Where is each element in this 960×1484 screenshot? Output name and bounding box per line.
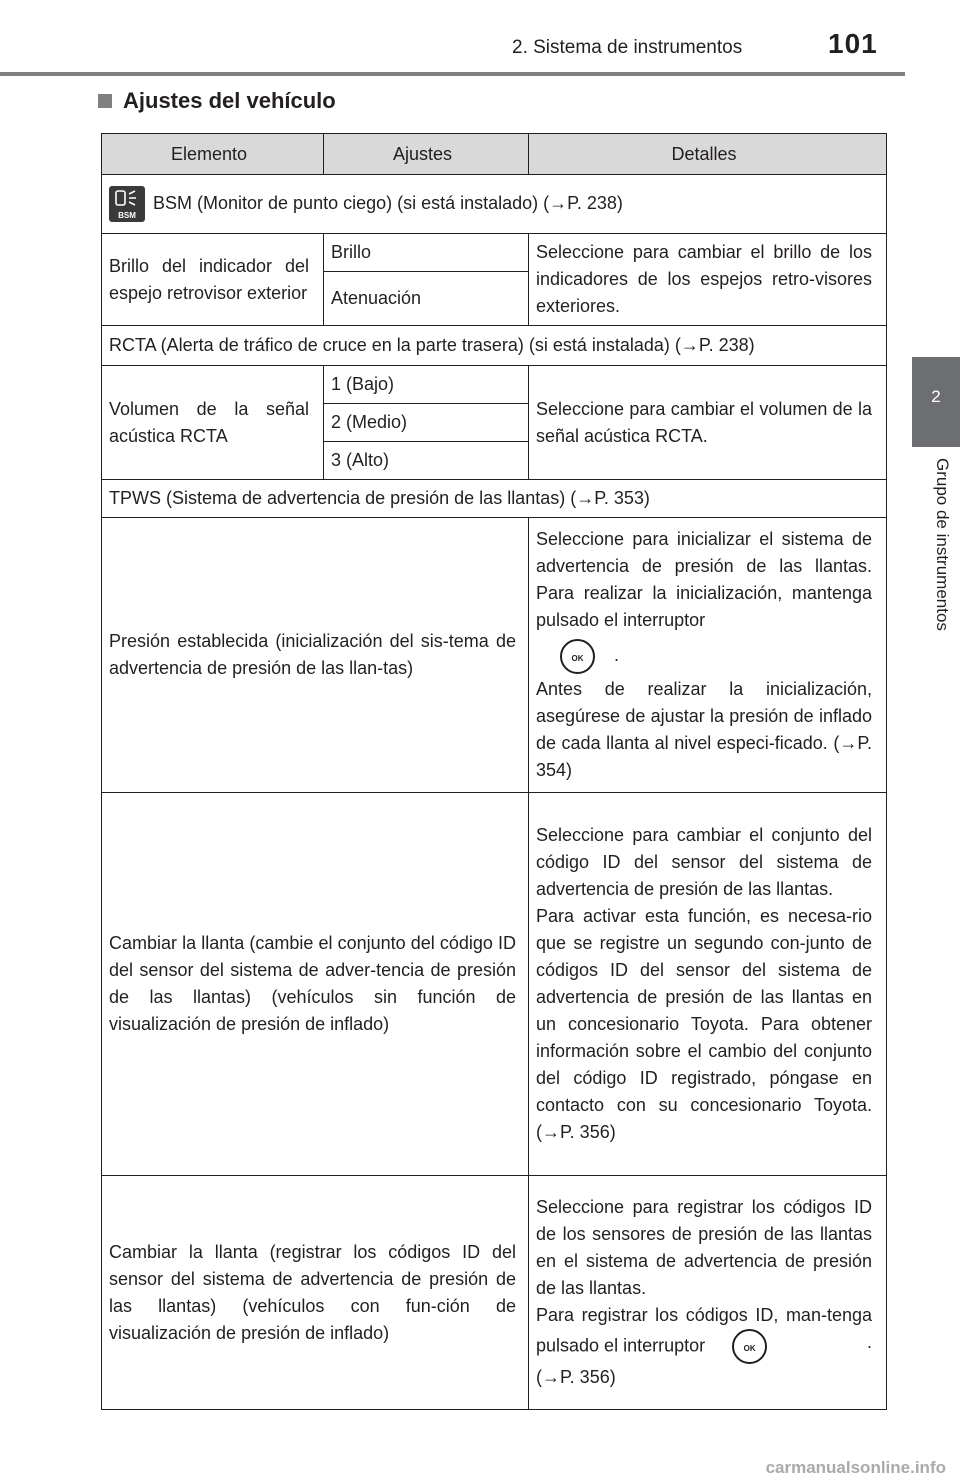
register-detail-note xyxy=(536,1302,872,1364)
setting-brillo: Brillo xyxy=(324,234,529,272)
ok-button-icon: OK xyxy=(732,1329,767,1364)
register-detail-text: Seleccione para registrar los códigos ID de los sensores de presión de las llantas en el sistema de advertencia de presión de las llantas. xyxy=(536,1197,872,1298)
pressure-detail-period: . xyxy=(614,645,620,666)
rcta-title: RCTA (Alerta de tráfico de cruce en la parte trasera) (si está instalada) (→P. 238) xyxy=(102,326,887,366)
header-rule xyxy=(0,72,905,76)
header-elemento: Elemento xyxy=(102,134,324,175)
bsm-title-row xyxy=(102,175,887,234)
setting-atenuacion: Atenuación xyxy=(324,272,529,326)
register-detail-instruction: Para registrar los códigos ID, man-tenga pulsado el interruptor xyxy=(536,1305,872,1356)
page-number: 101 xyxy=(828,28,878,59)
mirror-brightness-detail: Seleccione para cambiar el brillo de los indicadores de los espejos retro-visores exteriores. xyxy=(529,234,887,326)
chapter-tab: 2 xyxy=(912,357,960,447)
ok-button-icon: OK xyxy=(560,639,595,674)
bsm-title-cell xyxy=(102,175,887,234)
chapter-tab-label: Grupo de instrumentos xyxy=(933,458,952,631)
tpws-title: TPWS (Sistema de advertencia de presión de las llantas) (→P. 353) xyxy=(102,480,887,518)
table-row xyxy=(102,1176,887,1410)
table-header-row xyxy=(102,134,887,175)
table-row xyxy=(102,234,887,272)
change-tire-item: Cambiar la llanta (cambie el conjunto del código ID del sensor del sistema de adver-tencia de presión de las llantas) (vehículos sin función de visualización de presión de inflado) xyxy=(102,793,529,1176)
register-ids-detail xyxy=(529,1176,887,1410)
settings-table xyxy=(101,133,887,1410)
rcta-volume-item: Volumen de la señal acústica RCTA xyxy=(102,366,324,480)
header-detalles: Detalles xyxy=(529,134,887,175)
section-heading xyxy=(98,88,336,114)
table-row xyxy=(102,793,887,1176)
setting-alto: 3 (Alto) xyxy=(324,442,529,480)
change-detail-text: Seleccione para cambiar el conjunto del código ID del sensor del sistema de advertencia de presión de las llantas. xyxy=(536,825,872,899)
bsm-icon-label: BSM xyxy=(118,211,136,220)
setting-bajo: 1 (Bajo) xyxy=(324,366,529,404)
rcta-volume-detail: Seleccione para cambiar el volumen de la señal acústica RCTA. xyxy=(529,366,887,480)
tpws-title-row xyxy=(102,480,887,518)
table-row xyxy=(102,518,887,793)
change-tire-detail xyxy=(529,793,887,1176)
header-ajustes: Ajustes xyxy=(324,134,529,175)
change-detail-note: Para activar esta función, es necesa-rio que se registre un segundo con-junto de códigos ID del sensor del sistema de advertencia de presión de las llantas en un concesionario Toyota. Para obtener información sobre el cambio del conjunto del código ID registrado, póngase en contacto con su concesionario Toyota. (→P. 356) xyxy=(536,906,872,1142)
pressure-set-detail xyxy=(529,518,887,793)
mirror-indicator-item: Brillo del indicador del espejo retrovisor exterior xyxy=(102,234,324,326)
chapter-title: 2. Sistema de instrumentos xyxy=(512,37,743,58)
watermark: carmanualsonline.info xyxy=(765,1458,946,1477)
pressure-set-item: Presión establecida (inicialización del sis-tema de advertencia de presión de las llan-tas) xyxy=(102,518,529,793)
pressure-detail-note: Antes de realizar la inicialización, asegúrese de ajustar la presión de inflado de cada llanta al nivel especi-ficado. (→P. 354) xyxy=(536,679,872,780)
register-detail-reference: (→P. 356) xyxy=(536,1367,616,1387)
bullet-square-icon xyxy=(98,94,112,108)
register-detail-period: . xyxy=(866,1332,872,1352)
section-title: Ajustes del vehículo xyxy=(123,88,336,113)
table-row xyxy=(102,366,887,404)
bsm-icon xyxy=(109,186,145,222)
ok-line xyxy=(560,639,872,674)
setting-medio: 2 (Medio) xyxy=(324,404,529,442)
register-ids-item: Cambiar la llanta (registrar los códigos ID del sensor del sistema de advertencia de presión de las llantas) (vehículos con fun-ción de visualización de presión de inflado) xyxy=(102,1176,529,1410)
rcta-title-row xyxy=(102,326,887,366)
pressure-detail-text: Seleccione para inicializar el sistema de advertencia de presión de las llantas. Para realizar la inicialización, mantenga pulsado el interruptor xyxy=(536,529,872,630)
bsm-title: BSM (Monitor de punto ciego) (si está instalado) (→P. 238) xyxy=(153,192,623,213)
